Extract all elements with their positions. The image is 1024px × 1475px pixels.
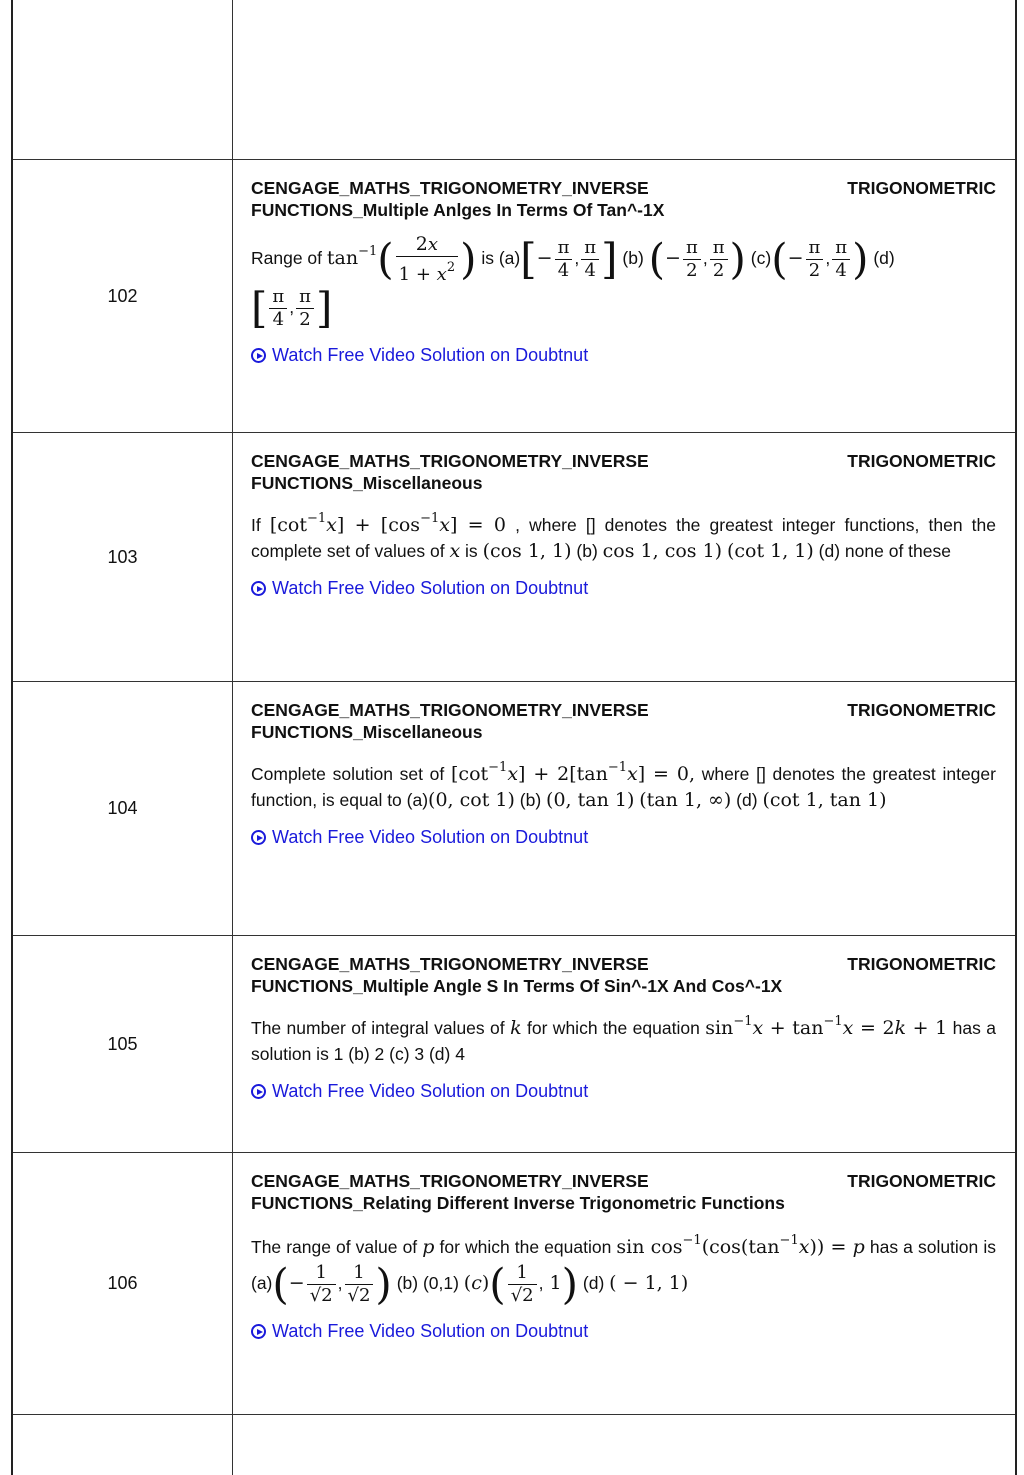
question-fragment: has a solution is 1 (b) 2 (c) 3 (d) 4 xyxy=(251,1018,996,1064)
table-row xyxy=(13,1153,1015,1415)
heading-topic: FUNCTIONS_Miscellaneous xyxy=(251,473,483,493)
option-label: (c) xyxy=(750,248,772,269)
option-label: (d) xyxy=(736,790,758,810)
link-text: Watch Free Video Solution on Doubtnut xyxy=(272,345,589,365)
questions-table xyxy=(11,0,1017,1475)
video-solution-link[interactable] xyxy=(251,1081,996,1102)
question-heading xyxy=(251,1170,996,1214)
heading-topic: FUNCTIONS_Miscellaneous xyxy=(251,722,483,742)
option-label: (b) xyxy=(622,248,644,269)
question-text: Range of $\tan^{-1}$( $\frac{2x}{1 + x^2}$ ) is (a)[− $\frac{\pi}{4}$ , $\frac{\pi}{4}$ ] (b) (− $\frac{\pi}{2}$ , $\frac{\pi}{2}$ ) (c)(− $\frac{\pi}{2}$ , $\frac{\pi}{4}$ ) (d) [ $\frac{\pi}{4}$ , $\frac{\pi}{2}$ ] xyxy=(251,233,895,333)
option-label: (d) xyxy=(582,1273,605,1294)
table-row xyxy=(13,936,1015,1153)
question-fragment: The number of integral values of xyxy=(251,1018,505,1038)
question-heading xyxy=(251,953,996,997)
question-number: 102 xyxy=(13,160,233,432)
link-text: Watch Free Video Solution on Doubtnut xyxy=(272,578,589,598)
question-text: The number of integral values of k for which the equation $\sin^{-1}x + \tan^{-1}x = 2k + 1$ has a solution is 1 (b) 2 (c) 3 (d) 4 xyxy=(251,1014,996,1064)
video-solution-link[interactable] xyxy=(251,827,996,848)
play-icon xyxy=(251,1324,266,1339)
link-text: Watch Free Video Solution on Doubtnut xyxy=(272,1081,589,1101)
table-row xyxy=(13,160,1015,433)
row-content-cell xyxy=(233,1415,1015,1475)
video-solution-link[interactable] xyxy=(251,578,996,599)
question-fragment: Range of xyxy=(251,248,323,269)
heading-topic: FUNCTIONS_Multiple Angle S In Terms Of Sin^-1X And Cos^-1X xyxy=(251,976,783,996)
play-icon xyxy=(251,348,266,363)
question-heading xyxy=(251,450,996,494)
question-fragment: is (a) xyxy=(481,248,521,269)
option-label: (d) xyxy=(873,248,895,269)
link-text: Watch Free Video Solution on Doubtnut xyxy=(272,1321,589,1341)
question-fragment: has a solution is (a) xyxy=(251,1237,996,1294)
question-heading xyxy=(251,177,996,221)
question-number: 105 xyxy=(13,936,233,1152)
question-cell xyxy=(233,433,1015,681)
option-label: (d) none of these xyxy=(818,541,951,561)
option-label: (b) xyxy=(576,541,598,561)
question-fragment: If xyxy=(251,515,261,535)
option-label: (b) (0,1) xyxy=(396,1273,459,1294)
heading-part: CENGAGE_MATHS_TRIGONOMETRY_INVERSE xyxy=(251,700,649,720)
question-fragment: is xyxy=(465,541,478,561)
question-cell xyxy=(233,1153,1015,1414)
play-icon xyxy=(251,830,266,845)
row-content-cell xyxy=(233,0,1015,159)
question-text: Complete solution set of $[\cot^{-1}x] + 2[\tan^{-1}x] = 0$, where [] denotes the greatest integer function, is equal to (a)(0, cot 1) (b) (0, tan 1) (tan 1, ∞) (d) (cot 1, tan 1) xyxy=(251,760,996,811)
heading-part: TRIGONOMETRIC xyxy=(847,178,996,198)
question-number: 106 xyxy=(13,1153,233,1414)
play-icon xyxy=(251,1084,266,1099)
heading-part: CENGAGE_MATHS_TRIGONOMETRY_INVERSE xyxy=(251,1171,649,1191)
heading-topic: FUNCTIONS_Multiple Anlges In Terms Of Tan^-1X xyxy=(251,200,665,220)
table-row-empty xyxy=(13,0,1015,160)
heading-part: TRIGONOMETRIC xyxy=(847,451,996,471)
link-text: Watch Free Video Solution on Doubtnut xyxy=(272,827,589,847)
video-solution-link[interactable] xyxy=(251,345,996,366)
heading-part: TRIGONOMETRIC xyxy=(847,1171,996,1191)
question-heading xyxy=(251,699,996,743)
heading-part: TRIGONOMETRIC xyxy=(847,954,996,974)
video-solution-link[interactable] xyxy=(251,1321,996,1342)
question-cell xyxy=(233,160,1015,432)
heading-part: CENGAGE_MATHS_TRIGONOMETRY_INVERSE xyxy=(251,178,649,198)
question-fragment: The range of value of xyxy=(251,1237,418,1257)
question-fragment: Complete solution set of xyxy=(251,764,445,784)
heading-topic: FUNCTIONS_Relating Different Inverse Trigonometric Functions xyxy=(251,1193,785,1213)
question-cell xyxy=(233,936,1015,1152)
question-cell xyxy=(233,682,1015,935)
table-row-partial xyxy=(13,1415,1015,1475)
question-text: If $[\cot^{-1}x] + [\cos^{-1}x] = 0$ , where [] denotes the greatest integer functions, then the complete set of values of x is (cos 1, 1) (b) cos 1, cos 1) (cot 1, 1) (d) none of these xyxy=(251,511,997,562)
question-fragment: for which the equation xyxy=(439,1237,612,1257)
table-row xyxy=(13,682,1015,936)
table-row xyxy=(13,433,1015,682)
heading-part: TRIGONOMETRIC xyxy=(847,700,996,720)
option-label: (b) xyxy=(519,790,542,810)
question-fragment: where [] denotes the greatest integer function, is equal to (a) xyxy=(251,764,996,810)
question-number: 103 xyxy=(13,433,233,681)
question-number: 104 xyxy=(13,682,233,935)
question-fragment: , where [] denotes the greatest integer functions, then the complete set of values of xyxy=(251,515,997,561)
question-fragment: for which the equation xyxy=(526,1018,700,1038)
play-icon xyxy=(251,581,266,596)
row-number-cell xyxy=(13,1415,233,1475)
heading-part: CENGAGE_MATHS_TRIGONOMETRY_INVERSE xyxy=(251,451,649,471)
question-text: The range of value of p for which the equation $\sin \cos^{-1}(\cos(\tan^{-1}x)) = p$ has a solution is (a)(− $\frac{1}{√2}$ , $\frac{1}{√2}$ ) (b) (0,1) (c)( $\frac{1}{√2}$ , 1) (d) ( − 1, 1) xyxy=(251,1233,996,1309)
row-number-cell xyxy=(13,0,233,159)
heading-part: CENGAGE_MATHS_TRIGONOMETRY_INVERSE xyxy=(251,954,649,974)
